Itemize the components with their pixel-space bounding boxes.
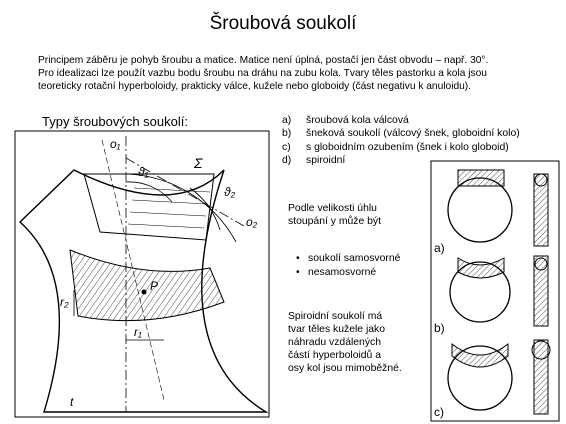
list-marker: c) <box>282 141 291 153</box>
gear-type-c <box>434 340 550 419</box>
angle-note <box>288 202 438 228</box>
gear-types-drawing <box>430 160 560 422</box>
label-o1: o₁ <box>110 137 121 151</box>
list-marker: d) <box>282 155 292 167</box>
bullet-item: • nesamosvorné <box>296 266 400 280</box>
list-item <box>282 141 520 154</box>
label-r1: r₁ <box>134 325 142 339</box>
intro-paragraph <box>38 54 560 93</box>
label-a: a) <box>434 241 445 255</box>
list-item <box>282 127 520 140</box>
point-p <box>142 290 147 295</box>
self-locking-bullets <box>296 252 400 279</box>
list-item <box>282 114 520 127</box>
pinion-upper <box>84 174 214 240</box>
list-item-text: šneková soukolí (válcový šnek, globoidní kolo) <box>306 128 520 140</box>
theta2-arc <box>190 188 220 230</box>
label-t: t <box>70 395 74 409</box>
page-title: Šroubová soukolí <box>209 13 357 34</box>
label-theta2: ϑ₂ <box>224 185 236 199</box>
note-line: stoupání y může být <box>288 216 381 227</box>
list-marker: b) <box>282 128 292 140</box>
note-line: Podle velikosti úhlu <box>288 203 377 214</box>
note-line: tvar těles kužele jako <box>288 324 386 335</box>
label-theta1: ϑ₁ <box>138 165 149 179</box>
label-c: c) <box>434 405 444 419</box>
types-heading: Typy šroubových soukolí: <box>42 114 188 129</box>
intro-line: teoreticky rotační hyperboloidy, prakticky válce, kužele nebo globoidy (část negativu k anuloidu). <box>38 81 472 92</box>
screw-gear-drawing <box>14 130 270 418</box>
label-p: P <box>150 279 159 293</box>
bullet-item: • soukolí samosvorné <box>296 252 400 266</box>
gear-type-a <box>434 170 548 255</box>
intro-line: Principem záběru je pohyb šroubu a matice. Matice není úplná, postačí jen část obvodu – např. 30°. <box>38 55 489 66</box>
meshing-zone <box>70 250 224 321</box>
note-line: částí hyperboloidů a <box>288 350 381 361</box>
label-b: b) <box>434 321 445 335</box>
label-sigma: Σ <box>194 155 203 171</box>
note-line: náhradu vzdálených <box>288 337 382 348</box>
list-item-text: s globoidním ozubením (šnek i kolo globoid) <box>306 141 509 153</box>
label-r2: r₂ <box>60 295 69 309</box>
list-marker: a) <box>282 115 292 126</box>
note-line: Spiroidní soukolí má <box>288 311 383 322</box>
list-item-text: spiroidní <box>306 155 346 167</box>
intro-line: Pro idealizaci lze použít vazbu bodu šroubu na dráhu na zubu kola. Tvary těles pastorku a kola jsou <box>38 68 487 79</box>
note-line: osy kol jsou mimoběžné. <box>288 363 402 374</box>
label-o2: o₂ <box>246 215 258 229</box>
gear-type-b <box>434 256 548 335</box>
list-item-text: šroubová kola válcová <box>306 115 409 126</box>
spiroid-note <box>288 310 428 375</box>
